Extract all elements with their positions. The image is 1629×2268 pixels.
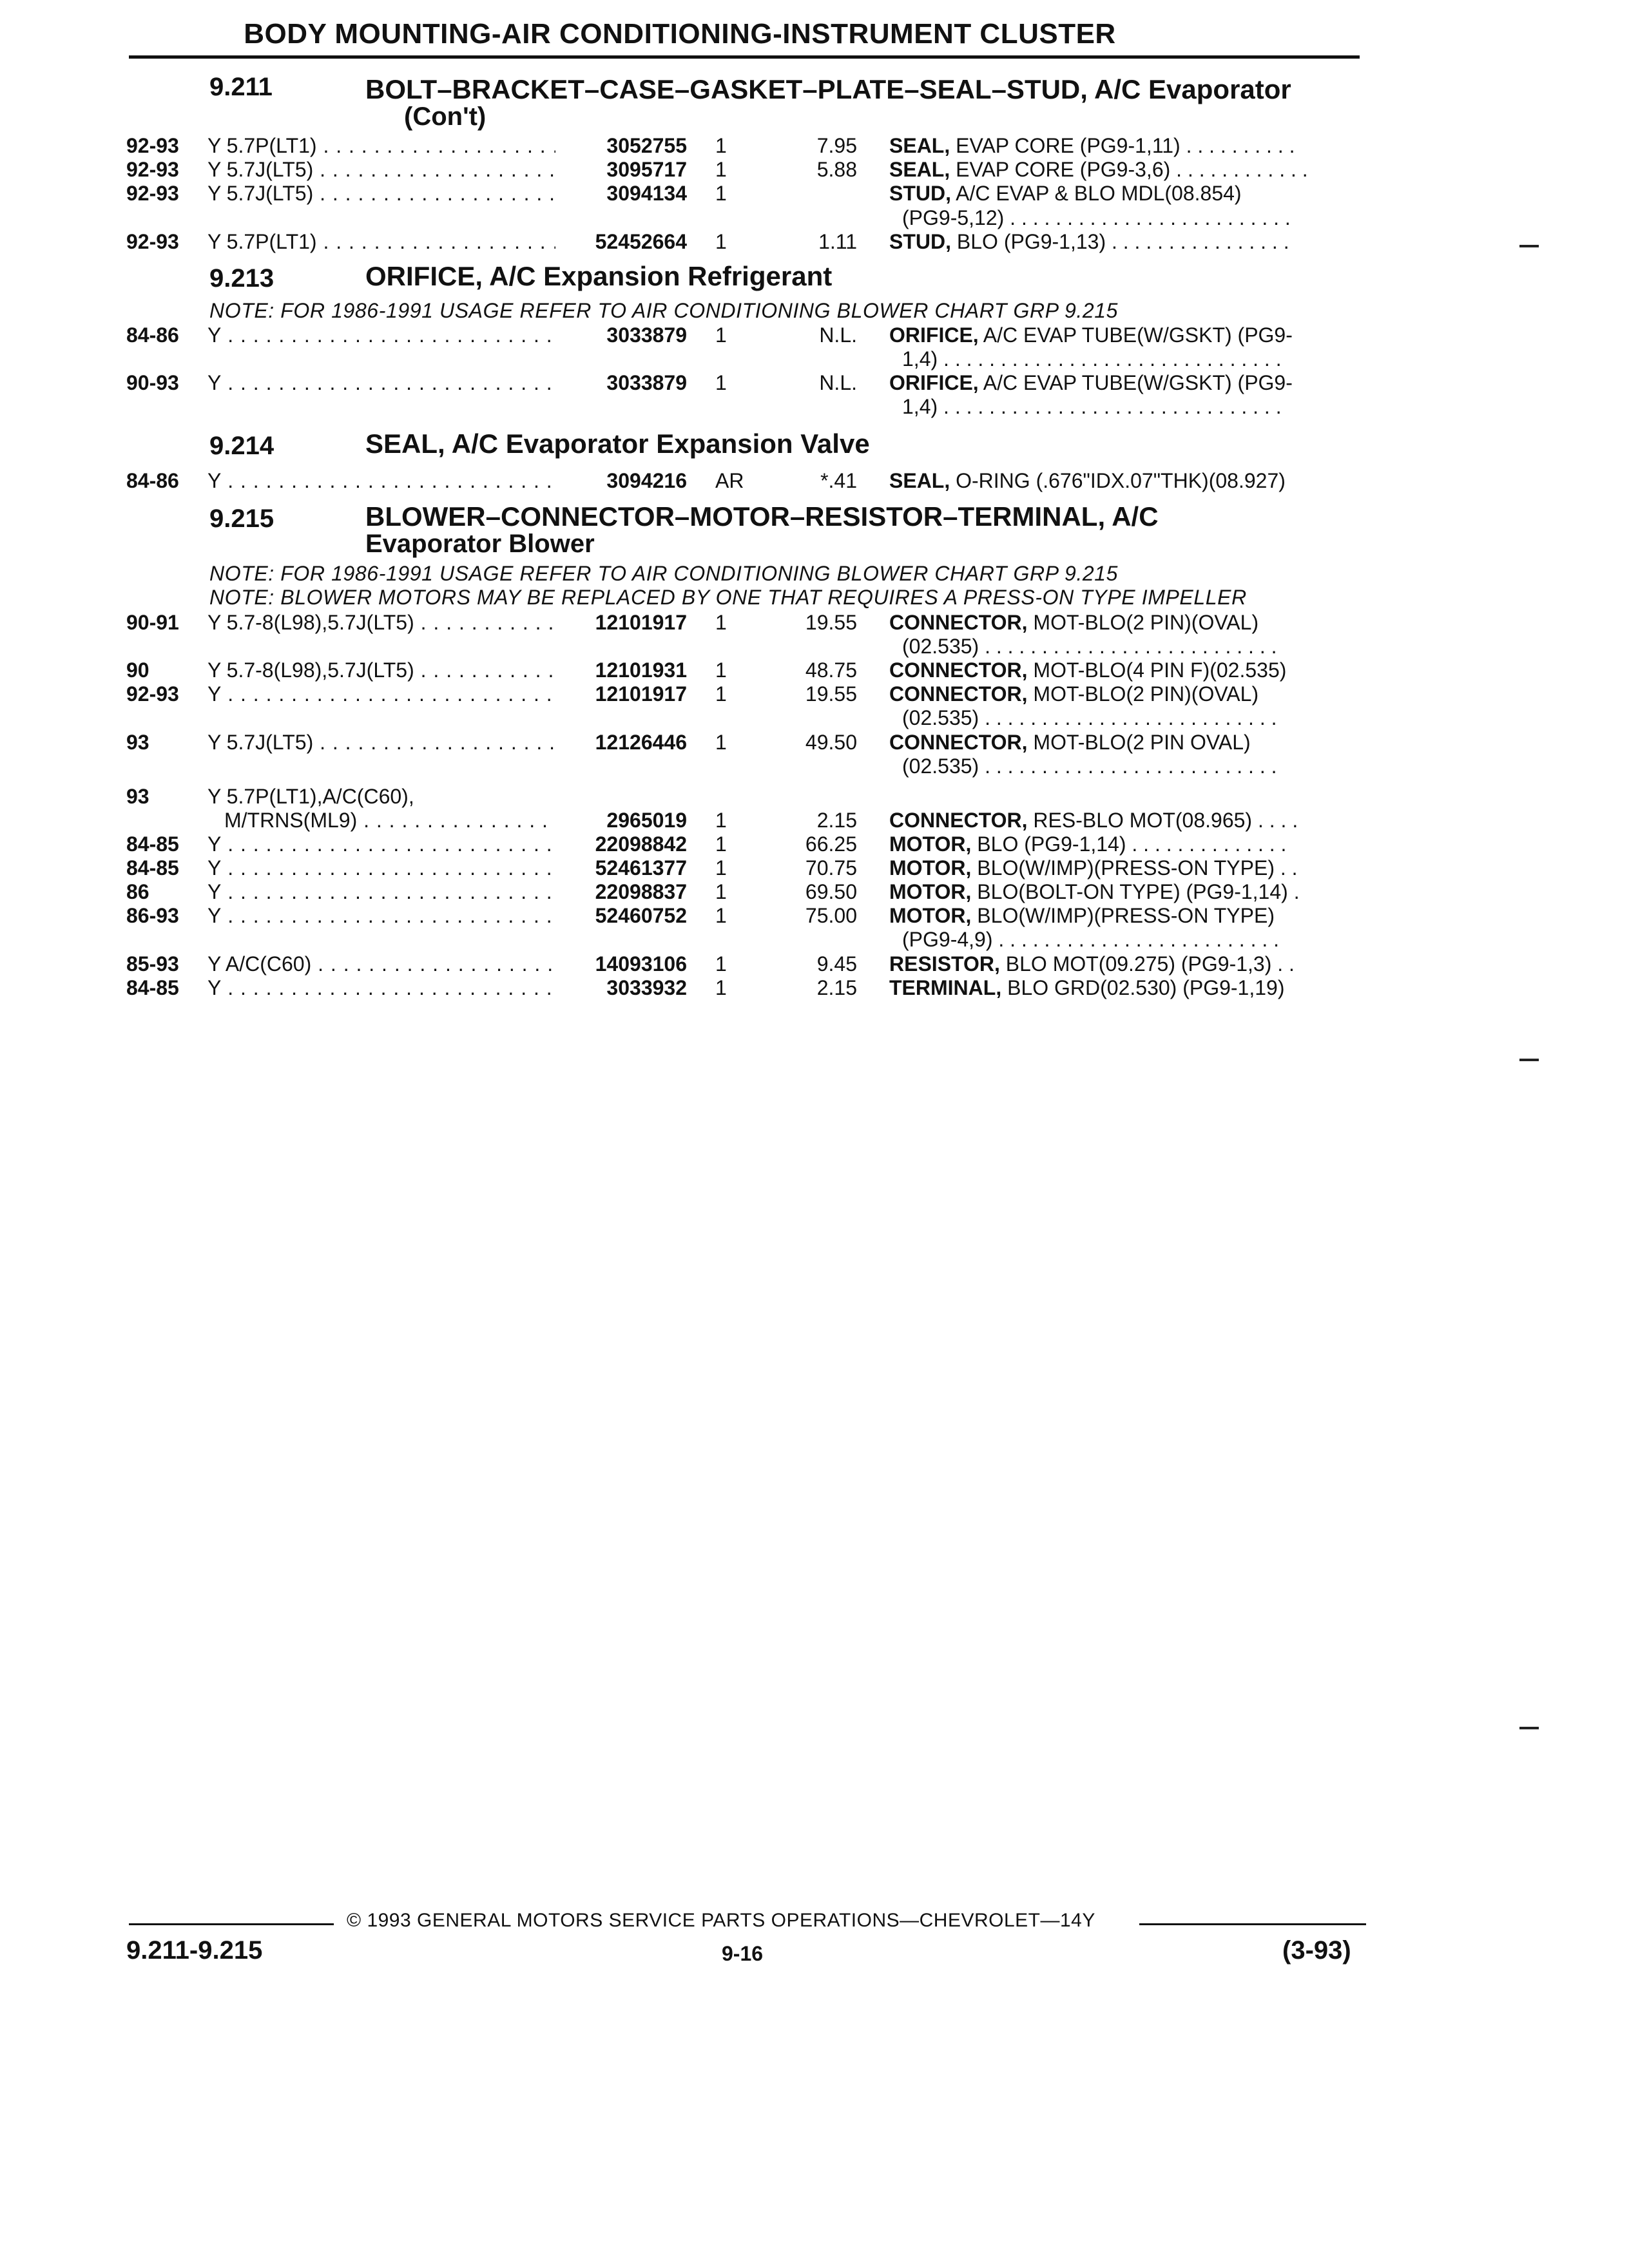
part-row [0,785,1629,808]
model-years: 92-93 [126,182,179,205]
model-years: 93 [126,731,149,754]
application: Y 5.7P(LT1) . . . [207,230,555,253]
model-years: 90-93 [126,371,179,394]
group-number: 9.214 [209,432,275,460]
header-rule [129,55,1360,59]
application: Y 5.7-8(L98),5.7J(LT5) . . . [207,611,555,634]
part-number: 3095717 [606,158,687,181]
part-row [0,371,1629,394]
part-name: CONNECTOR, [889,809,1028,832]
description [889,323,1360,347]
part-number: 14093106 [595,952,687,975]
part-detail: BLO(W/IMP)(PRESS-ON TYPE) . . [971,856,1298,879]
description [889,158,1360,181]
price: 49.50 [805,731,857,754]
group-subtitle: (Con't) [404,102,487,131]
description-continuation: (PG9-5,12) . . . . . . . . . . . . . . . . . . . . . . . . . [902,206,1291,229]
part-name: STUD, [889,230,951,253]
application: Y . . . [207,976,555,999]
description-continuation: 1,4) . . . . . . . . . . . . . . . . . . . . . . . . . . . . . . [902,347,1282,370]
group-number: 9.215 [209,505,275,533]
part-number: 3094216 [606,469,687,492]
model-years: 92-93 [126,230,179,253]
quantity: 1 [715,976,727,999]
quantity: 1 [715,952,727,975]
group-subtitle: Evaporator Blower [365,530,595,558]
model-years: 84-85 [126,976,179,999]
model-years: 84-85 [126,832,179,856]
quantity: 1 [715,856,727,879]
application: Y 5.7J(LT5) . . . [207,731,555,754]
price: 2.15 [816,809,857,832]
part-name: ORIFICE, [889,371,979,394]
part-number: 12101917 [595,682,687,706]
application: Y . . . [207,832,555,856]
price: 69.50 [805,880,857,903]
part-detail: BLO (PG9-1,14) . . . . . . . . . . . . . . [971,832,1287,856]
description [889,880,1360,903]
description [889,856,1360,879]
quantity: 1 [715,158,727,181]
revision-date: (3-93) [1282,1936,1351,1965]
description-continuation: 1,4) . . . . . . . . . . . . . . . . . . . . . . . . . . . . . . [902,395,1282,418]
price: 66.25 [805,832,857,856]
model-years: 92-93 [126,134,179,157]
part-name: CONNECTOR, [889,731,1028,754]
quantity: 1 [715,658,727,682]
group-note: NOTE: FOR 1986-1991 USAGE REFER TO AIR CONDITIONING BLOWER CHART GRP 9.215 [209,299,1119,322]
part-name: MOTOR, [889,832,972,856]
quantity: 1 [715,323,727,347]
group-title: ORIFICE, A/C Expansion Refrigerant [365,261,833,291]
description [889,682,1360,706]
part-detail: A/C EVAP & BLO MDL(08.854) [951,182,1242,205]
description [889,371,1360,394]
description [889,952,1360,975]
part-number: 52461377 [595,856,687,879]
part-number: 22098837 [595,880,687,903]
group-title: SEAL, A/C Evaporator Expansion Valve [365,428,870,459]
quantity: AR [715,469,744,492]
part-detail: BLO(BOLT-ON TYPE) (PG9-1,14) . [971,880,1300,903]
group-note: NOTE: FOR 1986-1991 USAGE REFER TO AIR CONDITIONING BLOWER CHART GRP 9.215 [209,562,1119,585]
part-name: SEAL, [889,469,950,492]
price: N.L. [819,323,857,347]
part-row [0,158,1629,181]
group-title-text: BOLT–BRACKET–CASE–GASKET–PLATE–SEAL–STUD, A/C Evaporator [365,74,1291,104]
quantity: 1 [715,611,727,634]
part-detail: A/C EVAP TUBE(W/GSKT) (PG9- [978,371,1293,394]
group-number: 9.213 [209,264,275,293]
part-detail: BLO GRD(02.530) (PG9-1,19) [1001,976,1285,999]
group-note: NOTE: BLOWER MOTORS MAY BE REPLACED BY ONE THAT REQUIRES A PRESS-ON TYPE IMPELLER [209,586,1247,609]
description [889,809,1360,832]
part-row [0,731,1629,754]
part-detail: O-RING (.676"IDX.07"THK)(08.927) [950,469,1286,492]
part-name: SEAL, [889,134,950,157]
part-name: TERMINAL, [889,976,1002,999]
model-years: 84-85 [126,856,179,879]
application: Y 5.7J(LT5) . . . [207,158,555,181]
application: Y . . . [207,904,555,927]
description-continuation: (02.535) . . . . . . . . . . . . . . . . . . . . . . . . . . [902,754,1277,778]
model-years: 90 [126,658,149,682]
model-years: 86 [126,880,149,903]
application: Y 5.7J(LT5) . . . [207,182,555,205]
part-name: CONNECTOR, [889,611,1028,634]
price: 19.55 [805,682,857,706]
part-number: 12101931 [595,658,687,682]
model-years: 86-93 [126,904,179,927]
part-detail: A/C EVAP TUBE(W/GSKT) (PG9- [978,323,1293,347]
part-detail: RES-BLO MOT(08.965) . . . . [1027,809,1298,832]
group-range: 9.211-9.215 [126,1936,263,1965]
price: *.41 [820,469,857,492]
description [889,832,1360,856]
quantity: 1 [715,371,727,394]
footer-rule-right [1139,1923,1366,1925]
part-detail: MOT-BLO(2 PIN)(OVAL) [1027,611,1259,634]
part-row [0,856,1629,879]
application: Y 5.7-8(L98),5.7J(LT5) . . . [207,658,555,682]
model-years: 92-93 [126,158,179,181]
quantity: 1 [715,134,727,157]
part-name: MOTOR, [889,856,972,879]
part-name: RESISTOR, [889,952,1000,975]
part-row [0,230,1629,253]
application: Y . . . [207,856,555,879]
part-number: 22098842 [595,832,687,856]
group-title [365,503,1159,557]
part-name: ORIFICE, [889,323,979,347]
part-number: 2965019 [606,809,687,832]
page-number: 9-16 [722,1942,764,1965]
description [889,904,1360,927]
model-years: 85-93 [126,952,179,975]
part-name: SEAL, [889,158,950,181]
page-title: BODY MOUNTING-AIR CONDITIONING-INSTRUMENT CLUSTER [244,18,1116,50]
description-continuation: (02.535) . . . . . . . . . . . . . . . . . . . . . . . . . . [902,635,1277,658]
part-detail: MOT-BLO(2 PIN OVAL) [1027,731,1251,754]
part-row [0,976,1629,999]
part-row [0,182,1629,205]
price: 19.55 [805,611,857,634]
part-detail: MOT-BLO(2 PIN)(OVAL) [1027,682,1259,706]
model-years: 84-86 [126,323,179,347]
quantity: 1 [715,731,727,754]
description-continuation: (02.535) . . . . . . . . . . . . . . . . . . . . . . . . . . [902,706,1277,729]
application: Y . . . [207,371,555,394]
group-title-text: BLOWER–CONNECTOR–MOTOR–RESISTOR–TERMINAL, A/C [365,501,1159,532]
application: Y A/C(C60) . . . [207,952,555,975]
part-name: CONNECTOR, [889,682,1028,706]
quantity: 1 [715,880,727,903]
description-continuation: (PG9-4,9) . . . . . . . . . . . . . . . . . . . . . . . . . [902,928,1280,951]
model-years: 92-93 [126,682,179,706]
part-row [0,611,1629,634]
price: 2.15 [816,976,857,999]
margin-mark [1519,1727,1539,1729]
price: 70.75 [805,856,857,879]
model-years: 90-91 [126,611,179,634]
part-name: MOTOR, [889,880,972,903]
price: 75.00 [805,904,857,927]
description [889,658,1360,682]
part-detail: MOT-BLO(4 PIN F)(02.535) [1027,658,1287,682]
part-row [0,952,1629,975]
application: Y 5.7P(LT1),A/C(C60), [207,785,414,808]
part-row [0,658,1629,682]
part-detail: EVAP CORE (PG9-3,6) . . . . . . . . . . . . [950,158,1308,181]
price: 9.45 [816,952,857,975]
part-number: 3033879 [606,371,687,394]
part-row [0,832,1629,856]
quantity: 1 [715,230,727,253]
description [889,469,1360,492]
description [889,976,1360,999]
application: Y . . . [207,323,555,347]
application: Y 5.7P(LT1) . . . [207,134,555,157]
application: Y . . . [207,682,555,706]
model-years: 93 [126,785,149,808]
part-name: MOTOR, [889,904,972,927]
description [889,611,1360,634]
part-number: 12101917 [595,611,687,634]
part-number: 52460752 [595,904,687,927]
application: Y . . . [207,880,555,903]
part-row [0,323,1629,347]
footer-rule-left [129,1923,334,1925]
description [889,731,1360,754]
copyright: © 1993 GENERAL MOTORS SERVICE PARTS OPERATIONS—CHEVROLET—14Y [347,1910,1095,1931]
part-name: STUD, [889,182,951,205]
part-number: 3094134 [606,182,687,205]
part-detail: BLO MOT(09.275) (PG9-1,3) . . [999,952,1295,975]
part-number: 52452664 [595,230,687,253]
description [889,230,1360,253]
price: 5.88 [816,158,857,181]
part-row [0,469,1629,492]
quantity: 1 [715,904,727,927]
margin-mark [1519,1059,1539,1061]
quantity: 1 [715,809,727,832]
part-number: 3033932 [606,976,687,999]
group-title [365,76,1291,130]
part-row [0,134,1629,157]
application: Y . . . [207,469,555,492]
quantity: 1 [715,182,727,205]
application-continuation: M/TRNS(ML9) . . . [224,809,555,832]
part-row [0,904,1629,927]
margin-mark [1519,245,1539,247]
part-number: 3033879 [606,323,687,347]
part-detail: BLO (PG9-1,13) . . . . . . . . . . . . . . . . [951,230,1289,253]
price: 48.75 [805,658,857,682]
part-row [0,880,1629,903]
model-years: 84-86 [126,469,179,492]
part-number: 12126446 [595,731,687,754]
part-row [0,682,1629,706]
part-number: 3052755 [606,134,687,157]
part-detail: EVAP CORE (PG9-1,11) . . . . . . . . . . [950,134,1295,157]
part-name: CONNECTOR, [889,658,1028,682]
quantity: 1 [715,832,727,856]
description [889,182,1360,205]
price: 7.95 [816,134,857,157]
price: 1.11 [818,230,857,253]
group-number: 9.211 [209,73,273,101]
quantity: 1 [715,682,727,706]
part-detail: BLO(W/IMP)(PRESS-ON TYPE) [971,904,1275,927]
part-row [0,809,1629,832]
price: N.L. [819,371,857,394]
description [889,134,1360,157]
